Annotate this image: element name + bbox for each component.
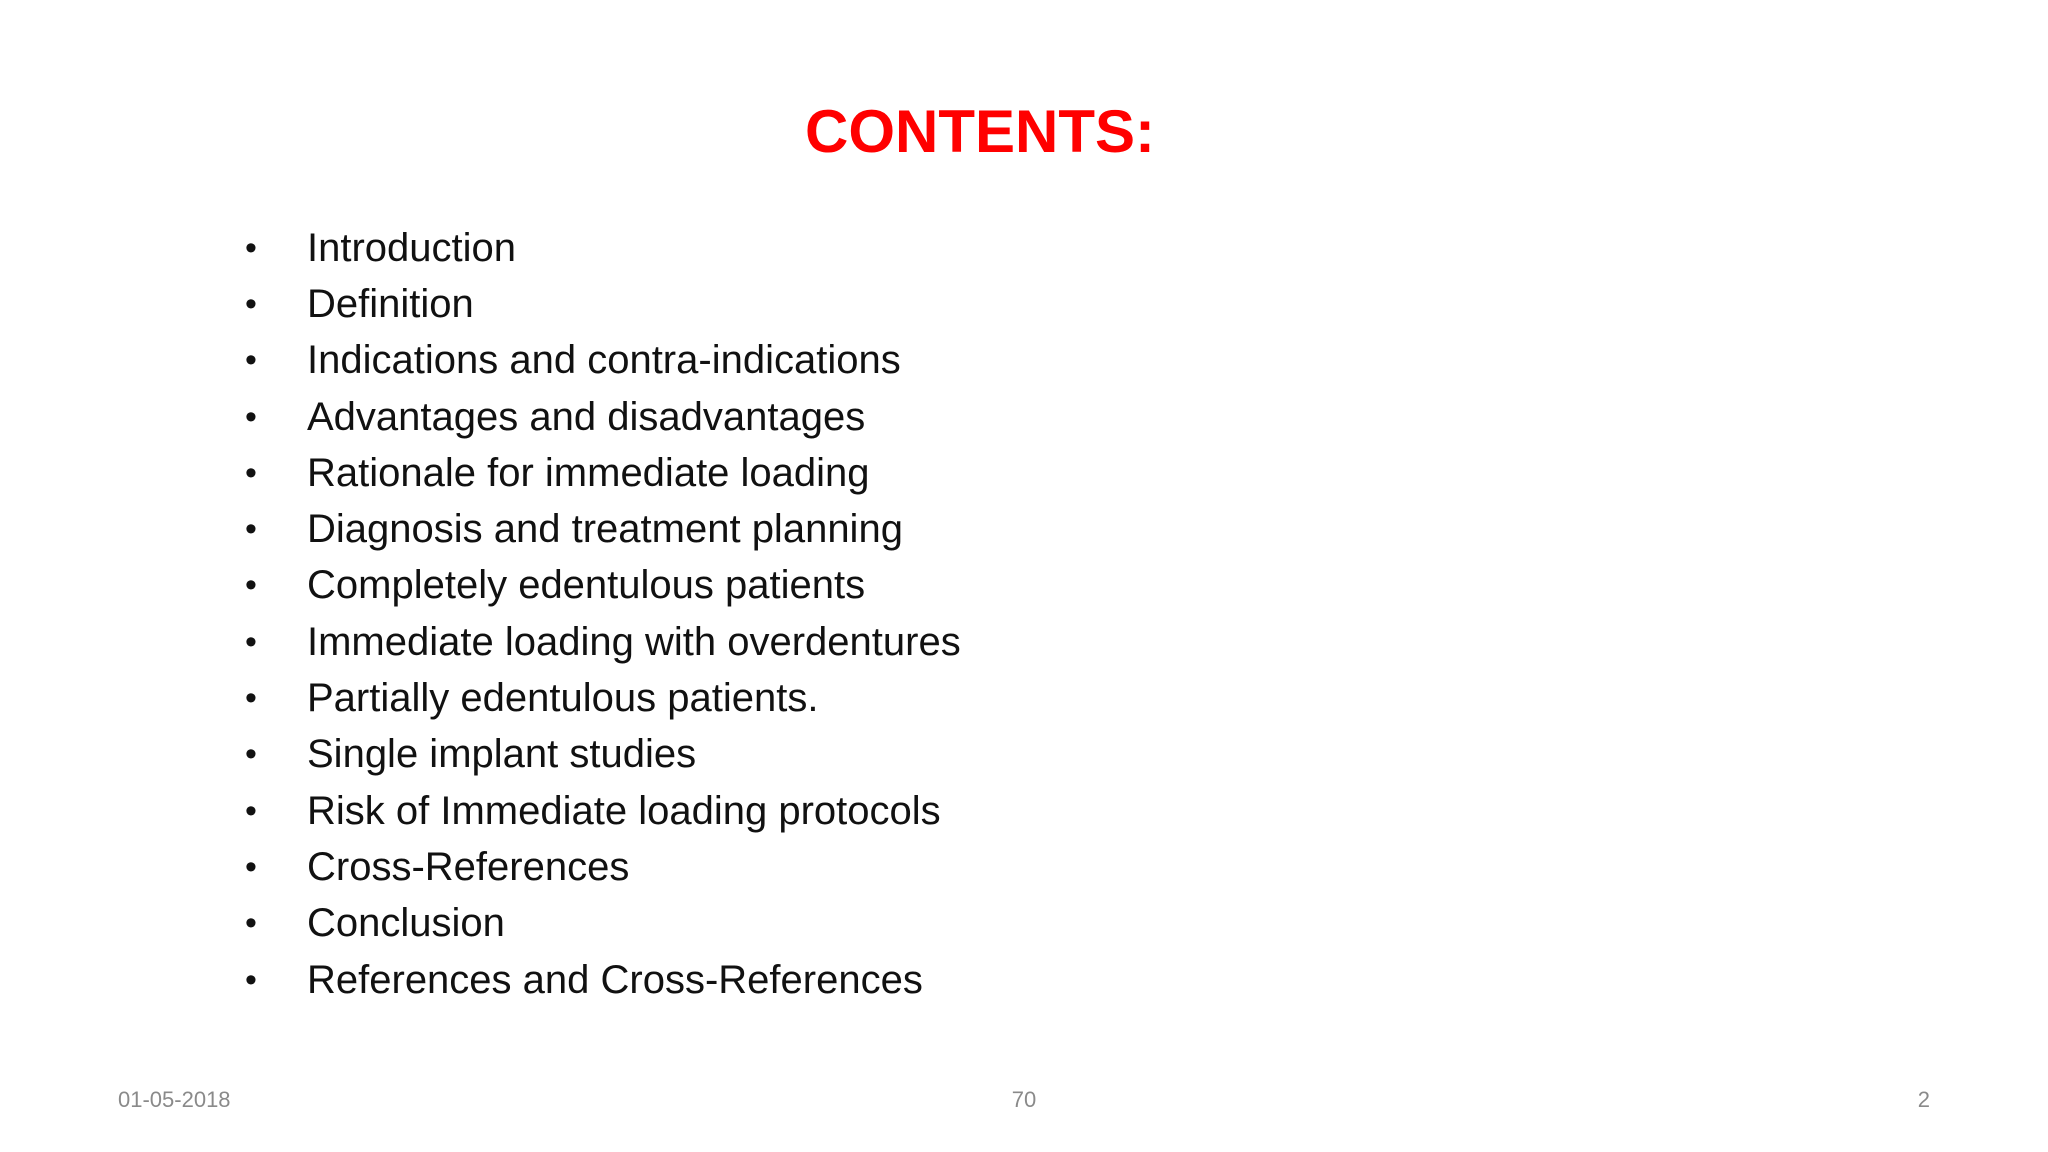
bullet-icon: •	[245, 904, 257, 943]
list-item	[245, 727, 961, 783]
list-item	[245, 952, 961, 1008]
bullet-icon: •	[245, 453, 257, 492]
list-item-text: Cross-References	[307, 844, 630, 889]
list-item	[245, 333, 961, 389]
footer-center-text: 70	[1011, 1087, 1037, 1112]
list-item	[245, 220, 961, 276]
list-item	[245, 501, 961, 557]
list-item	[245, 558, 961, 614]
bullet-icon: •	[245, 847, 257, 886]
list-item-text: Single implant studies	[307, 732, 697, 777]
bullet-icon: •	[245, 566, 257, 605]
list-item-text: Advantages and disadvantages	[307, 394, 866, 439]
list-item	[245, 614, 961, 670]
bullet-icon: •	[245, 341, 257, 380]
list-item-text: Rationale for immediate loading	[307, 450, 870, 495]
list-item	[245, 276, 961, 332]
bullet-icon: •	[245, 735, 257, 774]
footer-date: 01-05-2018	[118, 1087, 231, 1112]
list-item	[245, 896, 961, 952]
bullet-icon: •	[245, 791, 257, 830]
bullet-icon: •	[245, 228, 257, 267]
list-item-text: Indications and contra-indications	[307, 338, 901, 383]
list-item-text: Definition	[307, 281, 474, 326]
list-item-text: Partially edentulous patients.	[307, 676, 819, 721]
slide-title: CONTENTS:	[805, 98, 1155, 165]
list-item-text: Immediate loading with overdentures	[307, 619, 961, 664]
list-item-text: Completely edentulous patients	[307, 563, 866, 608]
list-item	[245, 445, 961, 501]
list-item	[245, 670, 961, 726]
bullet-icon: •	[245, 679, 257, 718]
list-item	[245, 839, 961, 895]
list-item-text: Introduction	[307, 225, 517, 270]
list-item	[245, 389, 961, 445]
list-item	[245, 783, 961, 839]
slide-number: 2	[1917, 1087, 1930, 1112]
list-item-text: Conclusion	[307, 901, 505, 946]
list-item-text: Risk of Immediate loading protocols	[307, 788, 941, 833]
bullet-icon: •	[245, 284, 257, 323]
list-item-text: Diagnosis and treatment planning	[307, 507, 903, 552]
bullet-icon: •	[245, 397, 257, 436]
bullet-icon: •	[245, 960, 257, 999]
bullet-icon: •	[245, 622, 257, 661]
contents-list	[245, 220, 961, 1008]
list-item-text: References and Cross-References	[307, 957, 923, 1002]
bullet-icon: •	[245, 510, 257, 549]
